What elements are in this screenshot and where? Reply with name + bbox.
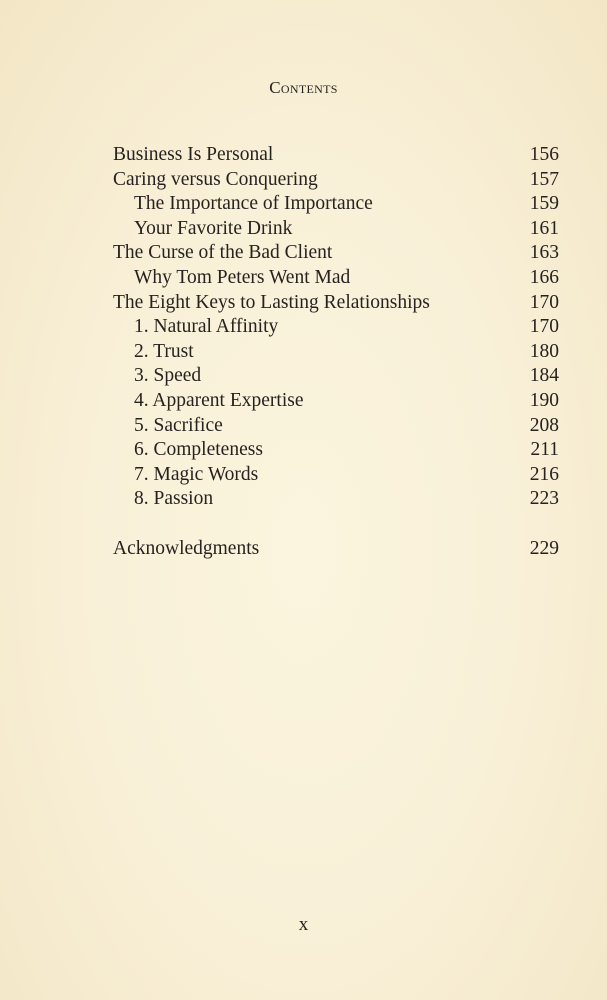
toc-entry-page: 229 — [529, 537, 559, 559]
toc-subentry — [113, 364, 559, 389]
toc-subentry — [113, 192, 559, 217]
toc-entry-title: 4. Apparent Expertise — [134, 389, 304, 411]
toc-entry-page: 184 — [529, 365, 559, 387]
running-head: Contents — [269, 78, 338, 97]
toc-entry-page: 190 — [529, 389, 559, 411]
toc-entry-page: 216 — [529, 463, 559, 485]
page-number: x — [298, 914, 309, 935]
toc-entry-page: 163 — [529, 242, 559, 264]
toc-entry — [113, 241, 559, 266]
toc-entry-title: The Eight Keys to Lasting Relationships — [113, 291, 430, 313]
toc-entry-page: 156 — [529, 144, 559, 165]
toc-entry — [113, 291, 559, 316]
toc-entry-title: The Curse of the Bad Client — [113, 242, 333, 264]
toc-entry-page: 180 — [529, 340, 559, 362]
toc-entry-page: 170 — [529, 291, 559, 313]
toc-entry-title: Business Is Personal — [113, 144, 274, 165]
toc-subentry — [113, 414, 559, 439]
toc-subentry — [113, 266, 559, 291]
toc-entry-title: 8. Passion — [134, 488, 214, 510]
toc-entry-page: 166 — [529, 266, 559, 288]
toc-subentry — [113, 217, 559, 242]
toc-subentry — [113, 340, 559, 365]
toc-entry-title: Your Favorite Drink — [134, 217, 293, 239]
toc-subentry — [113, 487, 559, 512]
table-of-contents — [113, 143, 559, 562]
toc-subentry — [113, 315, 559, 340]
toc-entry-title: Why Tom Peters Went Mad — [134, 266, 351, 288]
toc-entry-title: 7. Magic Words — [134, 463, 259, 485]
toc-entry — [113, 143, 559, 168]
toc-entry — [113, 537, 559, 562]
toc-entry-title: Caring versus Conquering — [113, 168, 318, 190]
toc-entry-page: 223 — [529, 488, 559, 510]
toc-entry-page: 208 — [529, 414, 559, 436]
toc-entry — [113, 168, 559, 193]
toc-entry-page: 157 — [529, 168, 559, 190]
toc-subentry — [113, 463, 559, 488]
toc-entry-title: 6. Completeness — [134, 439, 263, 461]
toc-entry-title: 5. Sacrifice — [134, 414, 223, 436]
toc-entry-page: 161 — [529, 217, 559, 239]
toc-entry-title: 3. Speed — [134, 365, 202, 387]
toc-entry-page: 159 — [529, 193, 559, 215]
toc-entry-title: Acknowledgments — [113, 537, 260, 559]
toc-subentry — [113, 389, 559, 414]
toc-subentry — [113, 438, 559, 463]
toc-entry-title: 2. Trust — [134, 340, 194, 362]
toc-entry-title: The Importance of Importance — [134, 193, 373, 215]
toc-entry-page: 211 — [530, 439, 559, 461]
toc-entry-title: 1. Natural Affinity — [134, 316, 279, 338]
toc-entry-page: 170 — [529, 316, 559, 338]
